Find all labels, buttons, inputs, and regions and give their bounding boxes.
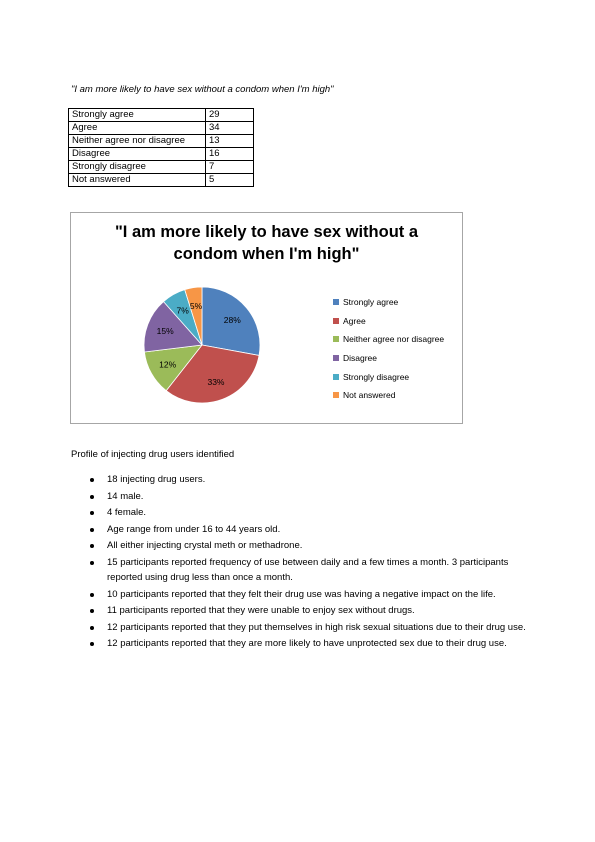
- list-item: [90, 587, 530, 603]
- survey-question: "I am more likely to have sex without a condom when I'm high": [71, 84, 334, 95]
- table-row: [69, 109, 254, 122]
- list-item-text: 12 participants reported that they put themselves in high risk sexual situations due to their drug use.: [107, 621, 526, 633]
- list-item: [90, 522, 530, 538]
- table-row: [69, 174, 254, 187]
- pie-data-label: 33%: [207, 376, 225, 387]
- list-item-text: 14 male.: [107, 490, 144, 502]
- legend-item: [333, 349, 444, 368]
- pie-data-label: 15%: [156, 326, 174, 337]
- bullet-icon: [90, 495, 94, 499]
- response-count: 13: [206, 135, 254, 148]
- list-item-text: 12 participants reported that they are more likely to have unprotected sex due to their drug use.: [107, 638, 507, 649]
- table-row: [69, 135, 254, 148]
- legend-item: [333, 367, 444, 386]
- legend-label: Disagree: [343, 353, 378, 364]
- response-count: 5: [206, 174, 254, 187]
- bullet-icon: [90, 626, 94, 630]
- pie-data-label: 28%: [223, 314, 241, 325]
- bullet-icon: [90, 478, 94, 482]
- table-row: [69, 148, 254, 161]
- list-item-text: Age range from under 16 to 44 years old.: [107, 523, 281, 535]
- chart-legend: [333, 293, 444, 405]
- legend-item: [333, 312, 444, 331]
- legend-swatch: [333, 355, 339, 361]
- legend-label: Agree: [343, 315, 366, 326]
- profile-heading: Profile of injecting drug users identified: [71, 449, 235, 460]
- list-item-text: 10 participants reported that they felt their drug use was having a negative impact on the life.: [107, 588, 496, 600]
- legend-label: Not answered: [343, 390, 396, 401]
- response-count: 7: [206, 161, 254, 174]
- legend-swatch: [333, 392, 339, 398]
- chart-title-line2: condom when I'm high": [173, 245, 360, 263]
- response-label: Neither agree nor disagree: [69, 135, 206, 148]
- list-item-text: All either injecting crystal meth or methadrone.: [107, 540, 303, 551]
- legend-swatch: [333, 318, 339, 324]
- list-item: [90, 472, 530, 488]
- legend-item: [333, 293, 444, 312]
- bullet-icon: [90, 609, 94, 613]
- table-row: [69, 161, 254, 174]
- list-item: [90, 555, 530, 586]
- response-label: Strongly agree: [69, 109, 206, 122]
- legend-swatch: [333, 336, 339, 342]
- legend-label: Strongly agree: [343, 297, 399, 308]
- bullet-icon: [90, 544, 94, 548]
- response-label: Agree: [69, 122, 206, 135]
- response-count: 34: [206, 122, 254, 135]
- response-count: 29: [206, 109, 254, 122]
- list-item-text: 15 participants reported frequency of use between daily and a few times a month. 3 participants reported using drug less than once a month.: [107, 556, 509, 583]
- table-row: [69, 122, 254, 135]
- list-item-text: 11 participants reported that they were unable to enjoy sex without drugs.: [107, 605, 415, 616]
- bullet-icon: [90, 528, 94, 532]
- bullet-icon: [90, 642, 94, 646]
- chart-title-line1: "I am more likely to have sex without a: [114, 223, 419, 241]
- list-item: [90, 636, 530, 652]
- pie-data-label: 12%: [159, 359, 177, 370]
- bullet-icon: [90, 511, 94, 515]
- response-label: Disagree: [69, 148, 206, 161]
- pie-data-label: 5%: [189, 301, 203, 312]
- response-label: Strongly disagree: [69, 161, 206, 174]
- response-label: Not answered: [69, 174, 206, 187]
- responses-table: [68, 108, 254, 187]
- list-item: [90, 538, 530, 554]
- pie-data-label: 7%: [176, 305, 189, 316]
- response-count: 16: [206, 148, 254, 161]
- legend-label: Neither agree nor disagree: [343, 334, 445, 345]
- list-item: [90, 620, 530, 636]
- bullet-icon: [90, 593, 94, 597]
- legend-swatch: [333, 299, 339, 305]
- list-item: [90, 489, 530, 505]
- legend-label: Strongly disagree: [343, 371, 410, 382]
- list-item: [90, 505, 530, 521]
- legend-swatch: [333, 374, 339, 380]
- list-item: [90, 603, 530, 619]
- list-item-text: 18 injecting drug users.: [107, 474, 206, 485]
- legend-item: [333, 330, 444, 349]
- bullet-icon: [90, 561, 94, 565]
- profile-list: [90, 472, 530, 653]
- pie-chart: [70, 212, 463, 424]
- list-item-text: 4 female.: [107, 507, 147, 518]
- legend-item: [333, 386, 444, 405]
